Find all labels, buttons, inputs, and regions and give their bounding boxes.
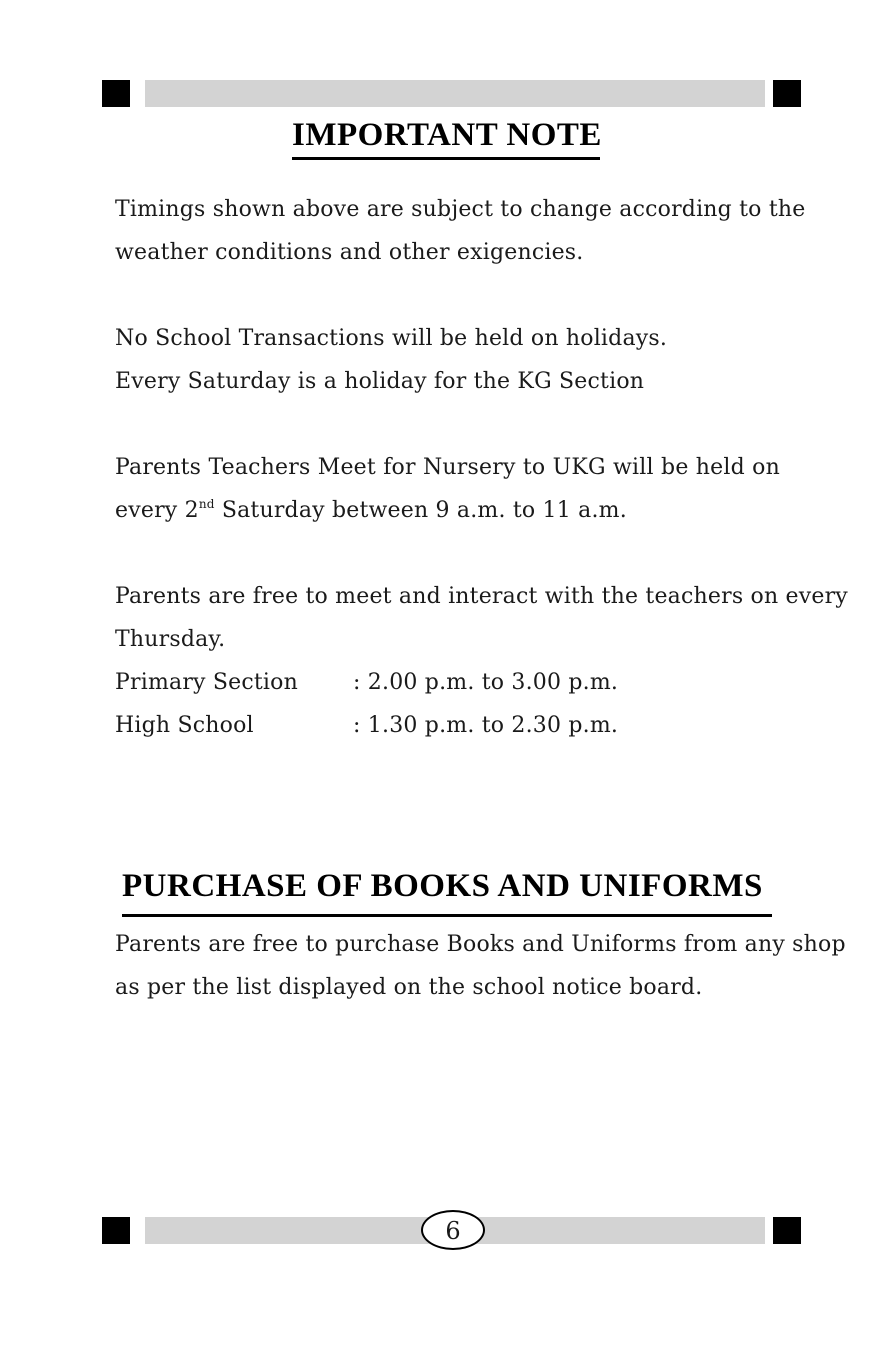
note-line	[115, 497, 780, 525]
top-grey-bar	[145, 80, 765, 107]
important-note-heading: IMPORTANT NOTE	[292, 117, 602, 153]
note-line: Every Saturday is a holiday for the KG Section	[115, 369, 645, 394]
purchase-heading: PURCHASE OF BOOKS AND UNIFORMS	[122, 868, 763, 904]
top-right-square	[773, 80, 801, 107]
bottom-right-square	[773, 1217, 801, 1244]
heading-underline	[292, 157, 600, 160]
purchase-line: as per the list displayed on the school notice board.	[115, 975, 703, 1000]
note-line: Thursday.	[115, 627, 226, 652]
top-left-square	[102, 80, 130, 107]
heading-underline	[122, 914, 772, 917]
note-line: Parents are free to meet and interact with the teachers on every	[115, 584, 848, 609]
note-text: Saturday between 9 a.m. to 11 a.m.	[214, 498, 627, 523]
section-time: : 2.00 p.m. to 3.00 p.m.	[353, 670, 619, 695]
bottom-left-square	[102, 1217, 130, 1244]
note-line: weather conditions and other exigencies.	[115, 240, 584, 265]
ordinal-suffix: nd	[198, 497, 215, 511]
ordinal-number: every 2	[115, 498, 199, 523]
timing-row	[115, 712, 780, 740]
page-number: 6	[421, 1210, 485, 1250]
timing-row	[115, 669, 780, 697]
section-name: Primary Section	[115, 670, 298, 695]
section-time: : 1.30 p.m. to 2.30 p.m.	[353, 713, 619, 738]
note-line: No School Transactions will be held on holidays.	[115, 326, 668, 351]
note-line: Timings shown above are subject to change according to the	[115, 197, 806, 222]
note-line: Parents Teachers Meet for Nursery to UKG will be held on	[115, 455, 780, 480]
purchase-line: Parents are free to purchase Books and Uniforms from any shop	[115, 932, 846, 957]
section-name: High School	[115, 713, 254, 738]
